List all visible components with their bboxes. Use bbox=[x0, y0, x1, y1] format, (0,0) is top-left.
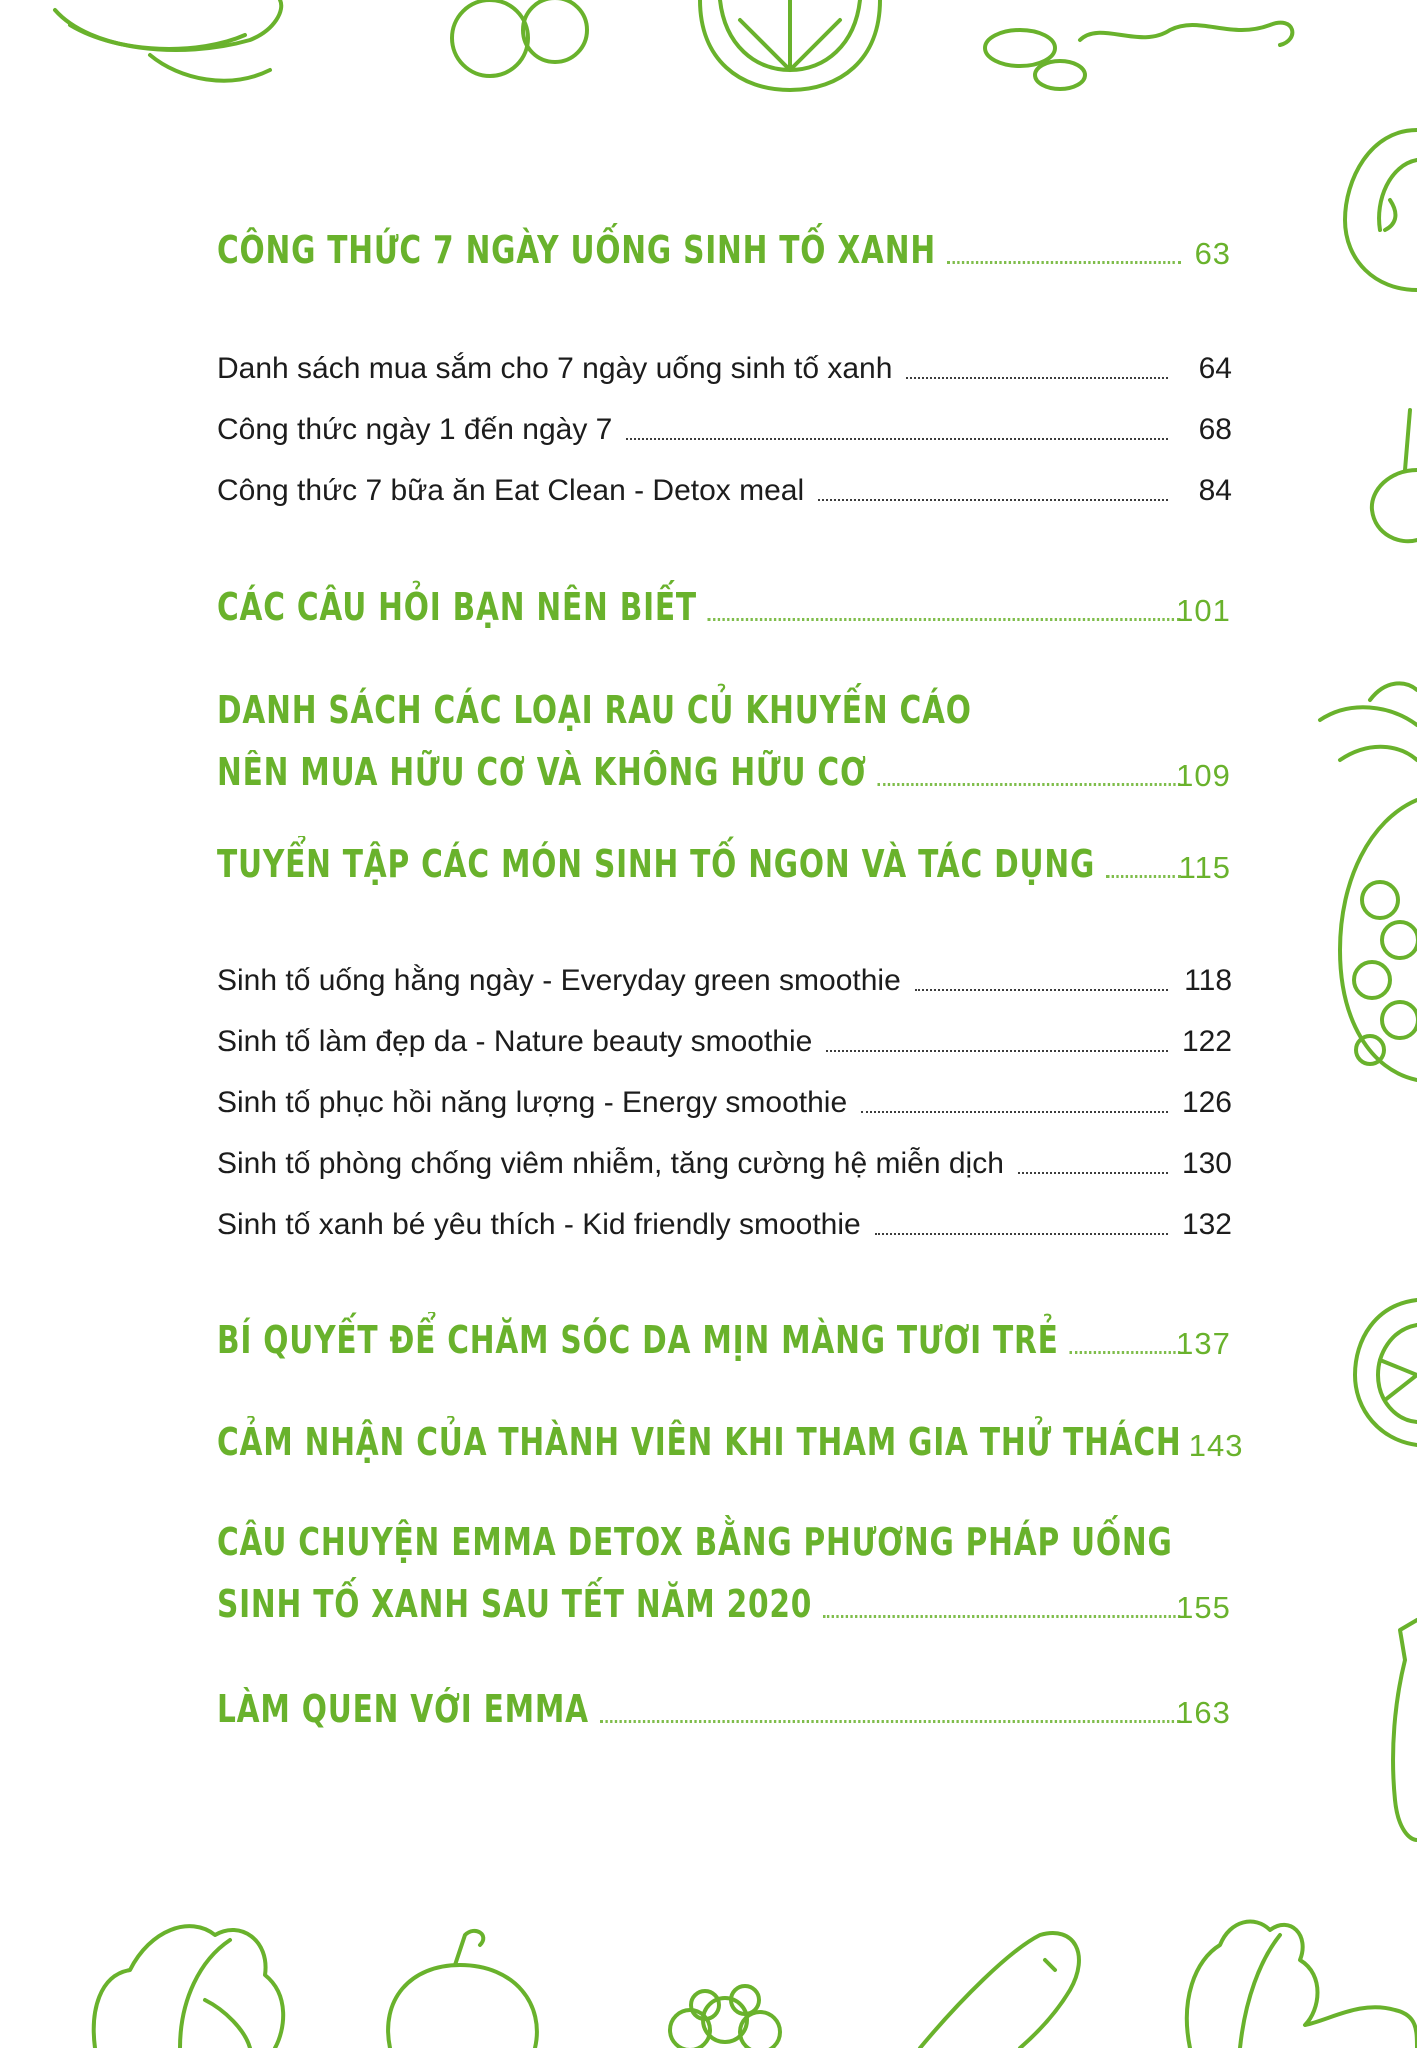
toc-page-number: 101 bbox=[1176, 593, 1231, 628]
toc-entry-title: Sinh tố phục hồi năng lượng - Energy smoothie bbox=[217, 1086, 848, 1119]
toc-heading-title: NÊN MUA HỮU CƠ VÀ KHÔNG HỮU CƠ bbox=[217, 750, 867, 794]
toc-heading-line1: DANH SÁCH CÁC LOẠI RAU CỦ KHUYẾN CÁO bbox=[217, 688, 972, 732]
toc-entry bbox=[217, 1025, 1232, 1059]
toc-page-number: 126 bbox=[1181, 1086, 1232, 1119]
dot-leader bbox=[826, 1050, 1168, 1052]
toc-page-number: 130 bbox=[1181, 1147, 1232, 1180]
toc-page-number: 137 bbox=[1176, 1326, 1231, 1361]
toc-heading-title: CÁC CÂU HỎI BẠN NÊN BIẾT bbox=[217, 585, 697, 629]
toc-entry-title: Sinh tố uống hằng ngày - Everyday green smoothie bbox=[217, 964, 901, 997]
toc-entry bbox=[217, 964, 1232, 998]
dot-leader bbox=[1106, 875, 1181, 878]
toc-page-number: 163 bbox=[1176, 1695, 1231, 1730]
toc-heading-title: TUYỂN TẬP CÁC MÓN SINH TỐ NGON VÀ TÁC DỤNG bbox=[217, 842, 1096, 886]
toc-heading bbox=[217, 750, 1231, 794]
dot-leader bbox=[600, 1720, 1181, 1723]
toc-entry-title: Sinh tố làm đẹp da - Nature beauty smoothie bbox=[217, 1025, 813, 1058]
toc-page-number: 118 bbox=[1184, 964, 1232, 997]
dot-leader bbox=[823, 1615, 1180, 1618]
toc-heading bbox=[217, 1687, 1231, 1731]
toc-entry-title: Danh sách mua sắm cho 7 ngày uống sinh tố xanh bbox=[217, 352, 893, 385]
toc-entry bbox=[217, 1208, 1232, 1242]
dot-leader bbox=[626, 438, 1168, 440]
toc-heading bbox=[217, 1318, 1231, 1362]
toc-page-number: 63 bbox=[1194, 236, 1231, 271]
toc-page-number: 143 bbox=[1188, 1428, 1244, 1463]
toc-heading bbox=[217, 228, 1231, 272]
toc-entry bbox=[217, 1086, 1232, 1120]
toc-heading bbox=[217, 1582, 1231, 1626]
toc-page-number: 155 bbox=[1176, 1590, 1231, 1625]
toc-entry-title: Sinh tố xanh bé yêu thích - Kid friendly smoothie bbox=[217, 1208, 861, 1241]
dot-leader bbox=[1018, 1172, 1168, 1174]
toc-page-number: 122 bbox=[1181, 1025, 1232, 1058]
dot-leader bbox=[1070, 1351, 1181, 1354]
toc-entry bbox=[217, 1147, 1232, 1181]
toc-entry bbox=[217, 352, 1232, 386]
toc-heading bbox=[217, 1420, 1244, 1464]
dot-leader bbox=[875, 1233, 1168, 1235]
toc-entry-title: Công thức 7 bữa ăn Eat Clean - Detox meal bbox=[217, 474, 805, 507]
dot-leader bbox=[906, 377, 1168, 379]
toc-page-number: 115 bbox=[1178, 850, 1231, 885]
toc-page-number: 68 bbox=[1198, 413, 1232, 446]
toc-heading-line1: CÂU CHUYỆN EMMA DETOX BẰNG PHƯƠNG PHÁP UỐNG bbox=[217, 1520, 1173, 1564]
dot-leader bbox=[878, 783, 1181, 786]
toc-page-number: 84 bbox=[1198, 474, 1232, 507]
toc-page-number: 64 bbox=[1198, 352, 1232, 385]
dot-leader bbox=[861, 1111, 1168, 1113]
dot-leader bbox=[818, 499, 1168, 501]
toc-entry bbox=[217, 413, 1232, 447]
toc-entry bbox=[217, 474, 1232, 508]
toc-entry-title: Công thức ngày 1 đến ngày 7 bbox=[217, 413, 613, 446]
toc-heading-title: CÔNG THỨC 7 NGÀY UỐNG SINH TỐ XANH bbox=[217, 228, 936, 272]
toc-heading-title: SINH TỐ XANH SAU TẾT NĂM 2020 bbox=[217, 1582, 813, 1626]
toc-heading bbox=[217, 842, 1231, 886]
dot-leader bbox=[708, 618, 1181, 621]
toc-page-number: 109 bbox=[1176, 758, 1231, 793]
dot-leader bbox=[947, 261, 1181, 264]
dot-leader bbox=[915, 989, 1168, 991]
toc-entry-title: Sinh tố phòng chống viêm nhiễm, tăng cường hệ miễn dịch bbox=[217, 1147, 1004, 1180]
toc-heading-title: LÀM QUEN VỚI EMMA bbox=[217, 1687, 589, 1731]
toc-heading bbox=[217, 585, 1231, 629]
toc-heading-title: CẢM NHẬN CỦA THÀNH VIÊN KHI THAM GIA THỬ THÁCH bbox=[217, 1420, 1182, 1464]
toc-heading-title: BÍ QUYẾT ĐỂ CHĂM SÓC DA MỊN MÀNG TƯƠI TRẺ bbox=[217, 1318, 1059, 1362]
toc-page-number: 132 bbox=[1181, 1208, 1232, 1241]
